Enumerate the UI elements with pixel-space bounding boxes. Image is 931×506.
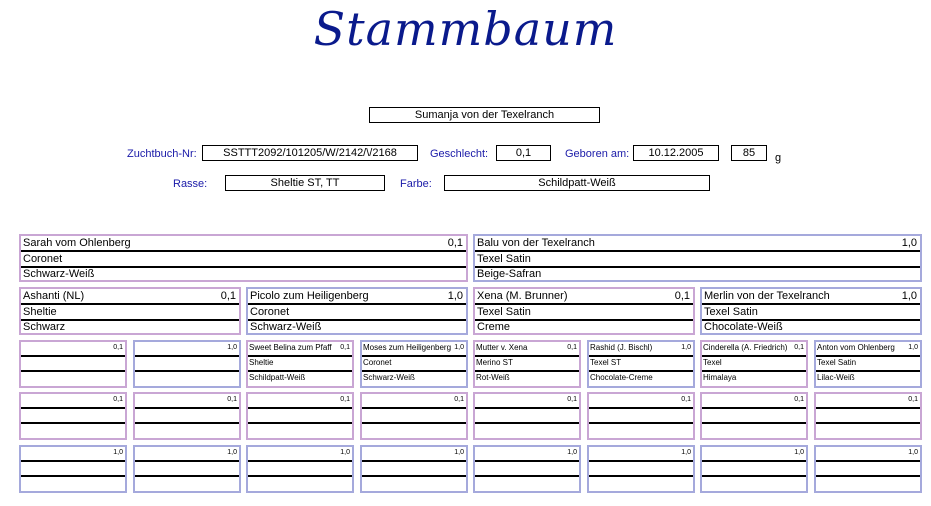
great-grandparent-card[interactable] xyxy=(473,340,581,388)
card-color: Lilac-Weiß xyxy=(817,373,855,382)
zuchtbuch-field[interactable]: SSTTT2092/101205/W/2142/\/2168 xyxy=(202,145,418,161)
card-sex: 1,0 xyxy=(908,344,918,351)
grandparent-card[interactable] xyxy=(473,287,695,335)
gen4-card[interactable] xyxy=(360,445,468,493)
gen4-card[interactable] xyxy=(700,392,808,440)
great-grandparent-card[interactable] xyxy=(587,340,695,388)
card-breed: Merino ST xyxy=(475,357,579,372)
card-sex: 1,0 xyxy=(340,449,350,456)
card-color xyxy=(135,372,239,387)
card-name xyxy=(135,342,239,357)
gen4-card[interactable] xyxy=(360,392,468,440)
gen4-card[interactable] xyxy=(587,392,695,440)
card-color: Schildpatt-Weiß xyxy=(249,373,306,382)
card-name: Picolo zum Heiligenberg xyxy=(248,289,466,305)
card-sex: 1,0 xyxy=(454,344,464,351)
card-sex: 0,1 xyxy=(227,396,237,403)
card-sex: 1,0 xyxy=(908,449,918,456)
card-name: Moses zum Heiligenberg xyxy=(362,342,466,357)
gen4-card[interactable] xyxy=(473,392,581,440)
card-breed: Texel ST xyxy=(589,357,693,372)
card-color xyxy=(21,372,125,387)
card-color: Creme xyxy=(477,321,511,333)
parent-father-card[interactable] xyxy=(473,234,922,282)
card-name: Ashanti (NL) xyxy=(21,289,239,305)
farbe-label: Farbe: xyxy=(400,178,432,190)
card-color: Rot-Weiß xyxy=(476,373,510,382)
gen4-card[interactable] xyxy=(700,445,808,493)
geschlecht-field[interactable]: 0,1 xyxy=(496,145,551,161)
gewicht-field[interactable]: 85 xyxy=(731,145,767,161)
card-sex: 1,0 xyxy=(901,237,917,249)
great-grandparent-card[interactable] xyxy=(360,340,468,388)
great-grandparent-card[interactable] xyxy=(700,340,808,388)
card-name: Merlin von der Texelranch xyxy=(702,289,920,305)
card-sex: 1,0 xyxy=(901,290,917,302)
parent-mother-card[interactable] xyxy=(19,234,468,282)
card-sex: 1,0 xyxy=(447,290,463,302)
gen4-card[interactable] xyxy=(246,445,354,493)
card-sex: 0,1 xyxy=(340,344,350,351)
card-breed: Texel Satin xyxy=(702,305,920,321)
card-sex: 0,1 xyxy=(220,290,236,302)
card-sex: 1,0 xyxy=(454,449,464,456)
card-color: Schwarz xyxy=(23,321,66,333)
grandparent-card[interactable] xyxy=(700,287,922,335)
card-breed: Coronet xyxy=(21,252,466,268)
card-sex: 0,1 xyxy=(681,396,691,403)
card-sex: 0,1 xyxy=(794,396,804,403)
farbe-field[interactable]: Schildpatt-Weiß xyxy=(444,175,710,191)
rasse-field[interactable]: Sheltie ST, TT xyxy=(225,175,385,191)
great-grandparent-card[interactable] xyxy=(814,340,922,388)
grandparent-card[interactable] xyxy=(246,287,468,335)
great-grandparent-card[interactable] xyxy=(19,340,127,388)
rasse-label: Rasse: xyxy=(173,178,208,190)
card-breed: Texel Satin xyxy=(816,357,920,372)
gen4-card[interactable] xyxy=(133,392,241,440)
geboren-field[interactable]: 10.12.2005 xyxy=(633,145,719,161)
card-name: Rashid (J. Bischl) xyxy=(589,342,693,357)
geboren-label: Geboren am: xyxy=(565,148,630,160)
card-color: Chocolate-Creme xyxy=(590,373,653,382)
card-breed xyxy=(21,357,125,372)
animal-name-field[interactable]: Sumanja von der Texelranch xyxy=(369,107,600,123)
card-name: Sarah vom Ohlenberg xyxy=(21,236,466,252)
gen4-card[interactable] xyxy=(587,445,695,493)
card-name: Xena (M. Brunner) xyxy=(475,289,693,305)
card-sex: 1,0 xyxy=(227,344,237,351)
page-title: Stammbaum xyxy=(313,2,618,56)
card-name: Mutter v. Xena xyxy=(475,342,579,357)
card-color: Himalaya xyxy=(703,373,737,382)
card-breed: Sheltie xyxy=(248,357,352,372)
card-color: Schwarz-Weiß xyxy=(250,321,322,333)
card-color: Beige-Safran xyxy=(477,268,542,280)
card-color: Chocolate-Weiß xyxy=(704,321,783,333)
great-grandparent-card[interactable] xyxy=(246,340,354,388)
gen4-card[interactable] xyxy=(814,445,922,493)
zuchtbuch-label: Zuchtbuch-Nr: xyxy=(127,148,197,160)
card-sex: 0,1 xyxy=(567,344,577,351)
card-sex: 0,1 xyxy=(674,290,690,302)
card-sex: 0,1 xyxy=(567,396,577,403)
gen4-card[interactable] xyxy=(473,445,581,493)
card-sex: 0,1 xyxy=(454,396,464,403)
card-sex: 1,0 xyxy=(794,449,804,456)
card-breed: Coronet xyxy=(362,357,466,372)
gen4-card[interactable] xyxy=(19,445,127,493)
grandparent-card[interactable] xyxy=(19,287,241,335)
gewicht-unit: g xyxy=(775,152,782,164)
card-sex: 1,0 xyxy=(681,344,691,351)
card-name: Cinderella (A. Friedrich) xyxy=(702,342,806,357)
card-sex: 0,1 xyxy=(113,396,123,403)
geschlecht-label: Geschlecht: xyxy=(430,148,489,160)
gen4-card[interactable] xyxy=(133,445,241,493)
card-name: Balu von der Texelranch xyxy=(475,236,920,252)
card-sex: 1,0 xyxy=(113,449,123,456)
card-name: Sweet Belina zum Pfaff xyxy=(248,342,352,357)
card-breed: Texel xyxy=(702,357,806,372)
card-sex: 0,1 xyxy=(794,344,804,351)
card-name: Anton vom Ohlenberg xyxy=(816,342,920,357)
card-breed: Texel Satin xyxy=(475,252,920,268)
card-sex: 1,0 xyxy=(681,449,691,456)
card-sex: 1,0 xyxy=(567,449,577,456)
gen4-card[interactable] xyxy=(19,392,127,440)
great-grandparent-card[interactable] xyxy=(133,340,241,388)
card-sex: 0,1 xyxy=(447,237,463,249)
card-color: Schwarz-Weiß xyxy=(363,373,415,382)
card-sex: 0,1 xyxy=(113,344,123,351)
gen4-card[interactable] xyxy=(246,392,354,440)
card-sex: 0,1 xyxy=(908,396,918,403)
card-breed: Texel Satin xyxy=(475,305,693,321)
gen4-card[interactable] xyxy=(814,392,922,440)
card-breed: Coronet xyxy=(248,305,466,321)
card-breed: Sheltie xyxy=(21,305,239,321)
card-sex: 0,1 xyxy=(340,396,350,403)
card-sex: 1,0 xyxy=(227,449,237,456)
card-color: Schwarz-Weiß xyxy=(23,268,95,280)
card-name xyxy=(21,342,125,357)
card-breed xyxy=(135,357,239,372)
